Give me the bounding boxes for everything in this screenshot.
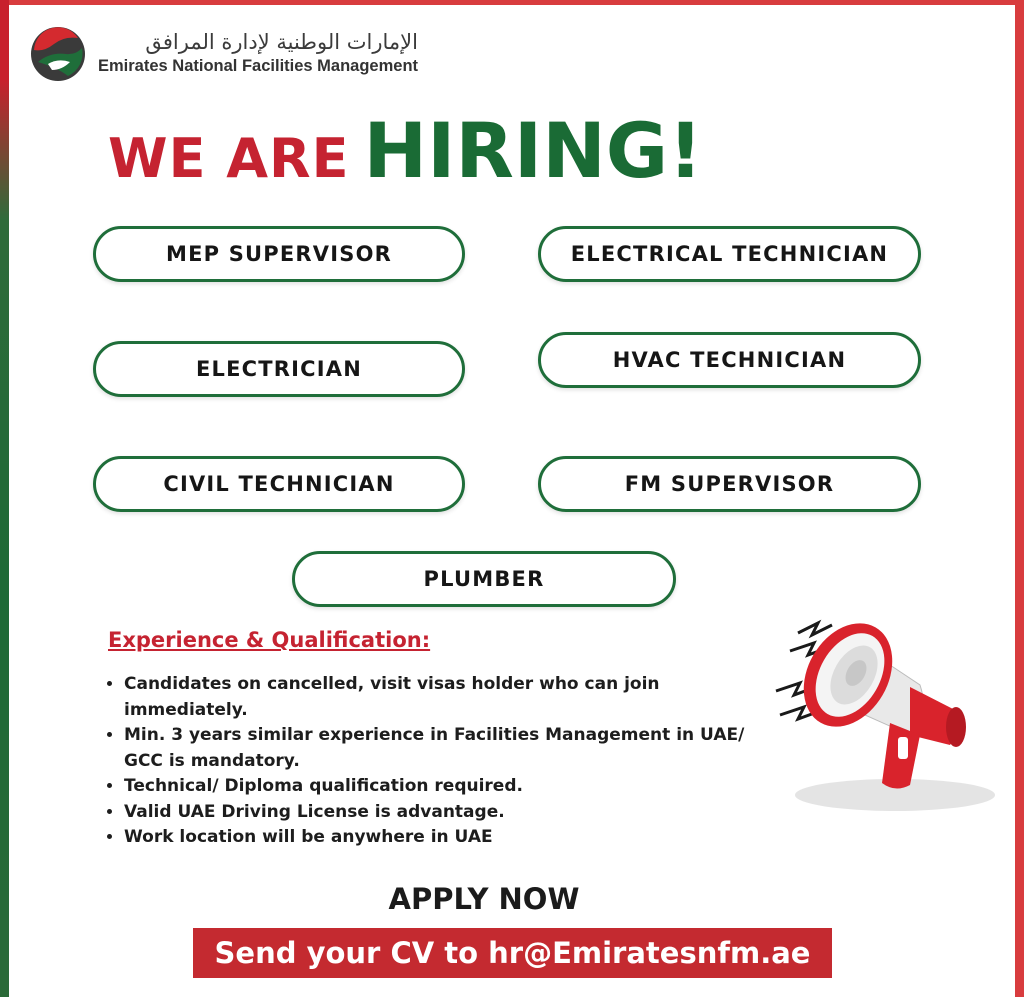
frame-left-border [0, 0, 9, 997]
job-pill [93, 341, 465, 397]
send-cv-text: Send your CV to hr@Emiratesnfm.ae [214, 936, 811, 970]
job-title: FM SUPERVISOR [624, 472, 835, 496]
qualification-item: • Candidates on cancelled, visit visas holder who can join immediately. [124, 672, 784, 723]
job-title: ELECTRICAL TECHNICIAN [570, 242, 889, 266]
qualifications-list [100, 672, 784, 851]
job-title: ELECTRICIAN [195, 357, 363, 381]
qualification-item: • Valid UAE Driving License is advantage. [124, 800, 784, 826]
qualification-item: • Technical/ Diploma qualification required. [124, 774, 784, 800]
job-title: HVAC TECHNICIAN [612, 348, 847, 372]
job-pill [93, 456, 465, 512]
frame-right-border [1015, 0, 1024, 997]
send-cv-banner [193, 928, 832, 978]
headline [108, 106, 703, 195]
frame-top-border [0, 0, 1024, 5]
enfm-logo-icon [28, 24, 88, 88]
apply-now-heading: APPLY NOW [388, 882, 580, 916]
job-title: PLUMBER [423, 567, 545, 591]
headline-hiring: HIRING! [363, 106, 703, 195]
job-title: CIVIL TECHNICIAN [163, 472, 395, 496]
qualification-item: • Min. 3 years similar experience in Facilities Management in UAE/ GCC is mandatory. [124, 723, 784, 774]
qualifications-title: Experience & Qualification: [108, 628, 431, 652]
qualification-item: • Work location will be anywhere in UAE [124, 825, 784, 851]
job-pill [538, 332, 921, 388]
job-pill [538, 456, 921, 512]
job-pill [538, 226, 921, 282]
headline-we-are: WE ARE [108, 127, 350, 190]
job-title: MEP SUPERVISOR [165, 242, 393, 266]
logo-english-name: Emirates National Facilities Management [98, 57, 419, 75]
job-pill [292, 551, 676, 607]
megaphone-icon [770, 595, 1000, 824]
job-pill [93, 226, 465, 282]
logo-arabic-name: الإمارات الوطنية لإدارة المرافق [145, 30, 418, 54]
